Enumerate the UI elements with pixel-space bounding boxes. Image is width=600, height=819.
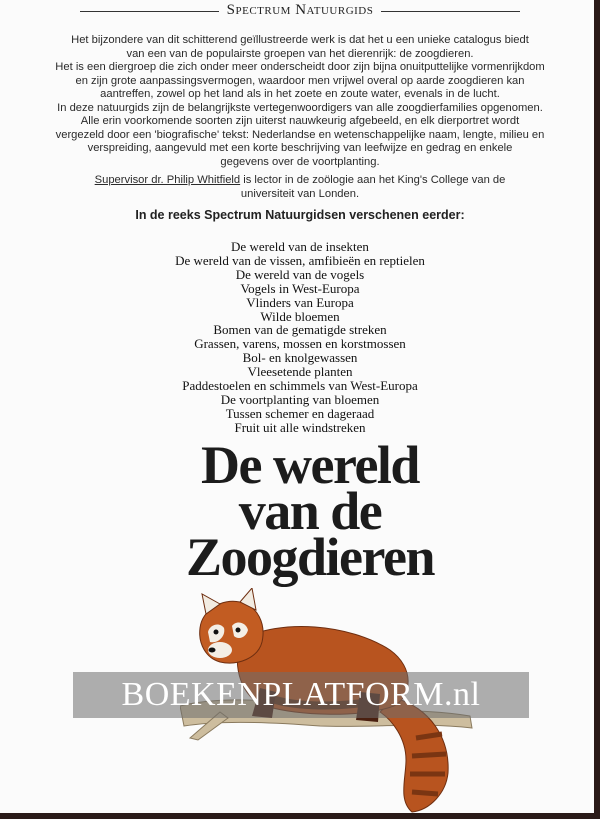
supervisor-note	[40, 174, 560, 201]
supervisor-name: Supervisor dr. Philip Whitfield	[94, 174, 241, 186]
supervisor-desc: is lector in de zoölogie aan het King's College van de	[240, 174, 506, 186]
intro-line: vergezeld door een 'biografische' tekst: Nederlandse en wetenschappelijke naam, lengte, milieu en	[55, 128, 545, 141]
book-title: Tussen schemer en dageraad	[225, 405, 375, 421]
nose	[209, 648, 216, 653]
book-title: Wilde bloemen	[260, 308, 340, 324]
book-title: Bol- en knolgewassen	[242, 350, 358, 366]
book-title: De wereld van de insekten	[231, 239, 369, 254]
eye-left	[214, 630, 219, 635]
book-title: Vleesetende planten	[247, 364, 353, 380]
title-line: Zoogdieren	[185, 527, 434, 587]
series-title-wrap	[80, 2, 520, 19]
book-title: Grassen, varens, mossen en korstmossen	[194, 336, 406, 352]
book-title: De wereld van de vissen, amfibieën en reptielen	[175, 252, 425, 268]
supervisor-line-1	[40, 174, 560, 188]
intro-line: Het bijzondere van dit schitterend geïllustreerde werk is dat het u een unieke catalogus biedt	[71, 34, 529, 46]
book-title: Bomen van de gematigde streken	[213, 322, 387, 338]
watermark-banner	[73, 672, 529, 718]
intro-line: van een van de populairste groepen van het dierenrijk: de zoogdieren.	[126, 47, 474, 60]
series-title: Spectrum Natuurgids	[219, 2, 382, 18]
watermark-text: BOEKENPLATFORM.nl	[121, 676, 481, 713]
title-line: van de	[238, 481, 382, 541]
intro-line: aantreffen, zowel op het land als in het zoete en zoute water, evenals in de lucht.	[100, 88, 500, 100]
book-title: De voortplanting van bloemen	[220, 391, 380, 407]
book-title: Fruit uit alle windstreken	[234, 419, 366, 435]
intro-line: Alle erin voorkomende soorten zijn uiterst nauwkeurig afgebeeld, en elk dierportret wordt	[80, 115, 520, 127]
book-title: De wereld van de vogels	[235, 266, 365, 282]
book-title-main	[100, 435, 520, 587]
intro-line: gegevens over de voortplanting.	[220, 155, 380, 168]
book-title: Paddestoelen en schimmels van West-Europa	[182, 378, 418, 394]
title-line: De wereld	[201, 435, 419, 495]
intro-line: Het is een diergroep die zich onder meer onderscheidt door zijn bijna onuitputtelijke vormenrijkdom	[55, 61, 545, 73]
series-intro: In de reeks Spectrum Natuurgidsen verschenen eerder:	[135, 208, 465, 222]
intro-text	[40, 34, 560, 169]
book-title: Vogels in West-Europa	[240, 280, 360, 296]
book-title: Vlinders van Europa	[246, 294, 354, 310]
intro-line: verspreiding, aangevuld met een korte beschrijving van leefwijze en gedrag en enkele	[87, 142, 513, 154]
intro-line: In deze natuurgids zijn de belangrijkste vertegenwoordigers van alle zoogdierfamilies opgenomen.	[57, 101, 543, 114]
supervisor-line-2: universiteit van Londen.	[240, 187, 360, 200]
series-header	[80, 2, 520, 26]
eye-right	[236, 628, 241, 633]
book-list	[60, 240, 540, 435]
intro-line: en zijn grote aanpassingsvermogen, waardoor men vrijwel overal op aarde zoogdieren kan	[75, 74, 525, 87]
